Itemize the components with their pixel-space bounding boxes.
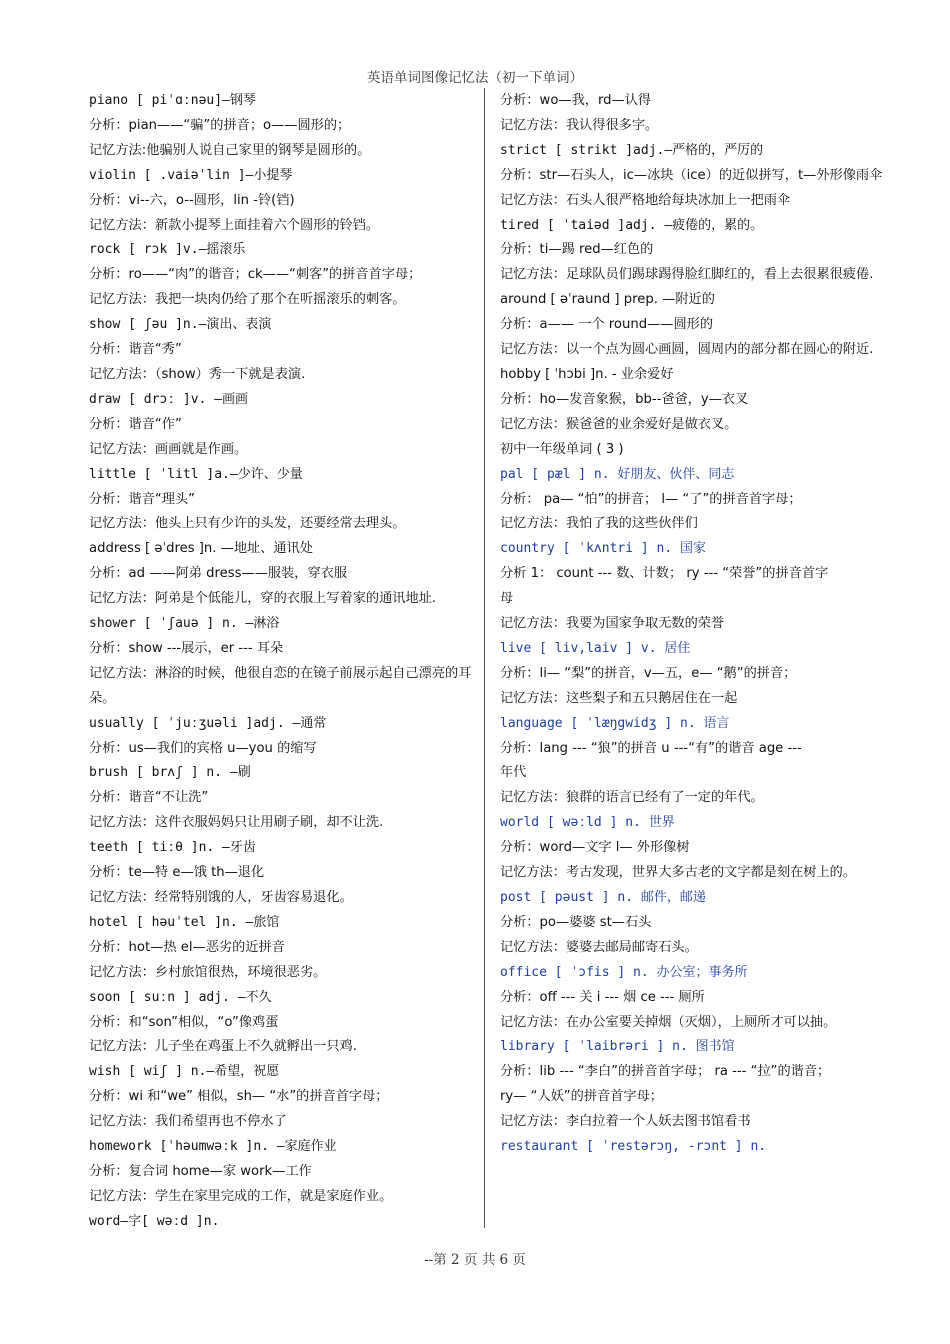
vocab-entry-line: 分析：lib --- “李白”的拼音首字母； ra --- “拉”的谐音； [500,1064,831,1080]
vocab-entry-line: 记忆方法：猴爸爸的业余爱好是做衣叉。 [500,416,738,432]
vocab-entry-line: 记忆方法：足球队员们踢球踢得脸红脚红的，看上去很累很疲倦. [500,267,874,283]
vocab-entry-line: 分析：和“son”相似，“o”像鸡蛋 [89,1014,279,1030]
vocab-entry-line: hobby [ ˈhɔbi ]n. - 业余爱好 [500,366,674,382]
vocab-entry-line: 分析：vi--六，o--圆形，lin -铃(铛) [89,192,295,208]
page-footer: --第 2 页 共 6 页 [424,1252,526,1268]
vocab-entry-line: 记忆方法：淋浴的时候，他很自恋的在镜子前展示起自己漂亮的耳朵。 [89,665,472,706]
vocab-entry-line: 分析：wo—我，rd—认得 [500,93,652,108]
vocab-entry-line: 分析：ti—踢 red—红色的 [500,242,654,258]
vocab-entry-line: 记忆方法:他骗别人说自己家里的钢琴是圆形的。 [89,142,371,158]
vocab-entry-headword: wish [ wiʃ ] n.—希望，祝愿 [89,1064,280,1080]
vocab-entry-line: around [ əˈraund ] prep. —附近的 [500,292,715,308]
vocab-entry-line: 记忆方法：石头人很严格地给每块冰加上一把雨伞 [500,192,791,208]
vocab-entry-line: 记忆方法：（show）秀一下就是表演. [89,366,306,382]
vocab-entry-line: 记忆方法：阿弟是个低能儿，穿的衣服上写着家的通讯地址. [89,591,437,607]
vocab-entry-line: 记忆方法：以一个点为圆心画圆，圆周内的部分都在圆心的附近. [500,342,874,358]
vocab-entry-headword: teeth [ tiːθ ]n. —牙齿 [89,840,256,856]
vocab-entry-headword: country [ ˈkʌntri ] n. 国家 [500,541,707,557]
vocab-entry-headword: brush [ brʌʃ ] n. —刷 [89,765,251,781]
vocab-entry-headword: hotel [ həuˈtel ]n. —旅馆 [89,914,280,930]
vocab-entry-headword: draw [ drɔː ]v. —画画 [89,391,249,407]
vocab-entry-line: 记忆方法：儿子坐在鸡蛋上不久就孵出一只鸡. [89,1039,357,1055]
right-column [500,89,890,1160]
vocab-entry-line: 分析：wi 和“we” 相似，sh— “水”的拼音首字母； [89,1089,389,1105]
vocab-entry-headword: tired [ ˈtaiəd ]adj. —疲倦的，累的。 [500,217,764,233]
page-header: 英语单词图像记忆法（初一下单词） [367,70,583,86]
vocab-entry-line: 记忆方法：新款小提琴上面挂着六个圆形的铃铛。 [89,217,380,233]
vocab-entry-line: 记忆方法：学生在家里完成的工作，就是家庭作业。 [89,1188,393,1204]
vocab-entry-headword: homework [ˈhəumwəːk ]n. —家庭作业 [89,1139,337,1155]
vocab-entry-line: 记忆方法：在办公室要关掉烟（灭烟），上厕所才可以抽。 [500,1014,837,1030]
vocab-entry-line: 分析： pa— “怕”的拼音； l— “了”的拼音首字母； [500,491,802,507]
vocab-entry-line: 分析：word—文字 l— 外形像树 [500,840,690,856]
vocab-entry-line: 分析：te—特 e—饿 th—退化 [89,865,265,881]
vocab-entry-line: 分析：a—— 一个 round——圆形的 [500,317,714,333]
vocab-entry-headword: office [ ˈɔfis ] n. 办公室；事务所 [500,964,748,980]
left-column [89,89,477,1235]
vocab-entry-line: 分析：谐音“不让洗” [89,790,209,806]
vocab-entry-headword: strict [ strikt ]adj.—严格的，严厉的 [500,142,764,158]
vocab-entry-line: 年代 [500,765,527,781]
vocab-entry-headword: world [ wəːld ] n. 世界 [500,815,675,831]
vocab-entry-line: 分析：复合词 home—家 work—工作 [89,1163,312,1179]
vocab-entry-headword: live [ liv,laiv ] v. 居住 [500,640,691,656]
vocab-entry-line: 分析：hot—热 el—恶劣的近拼音 [89,939,285,955]
vocab-entry-headword: usually [ ˈjuːʒuəli ]adj. —通常 [89,715,327,731]
vocab-entry-line: 分析：str—石头人，ic—冰块（ice）的近似拼写，t—外形像雨伞 [500,167,883,183]
vocab-entry-line: 记忆方法：我们希望再也不停水了 [89,1114,287,1130]
vocab-entry-line: 记忆方法：我把一块肉仍给了那个在听摇滚乐的刺客。 [89,292,406,308]
vocab-entry-line: 分析：ro——“肉”的谐音；ck——“刺客”的拼音首字母； [89,267,422,283]
column-divider [484,88,485,1228]
vocab-entry-line: 记忆方法：我怕了我的这些伙伴们 [500,516,698,532]
vocab-entry-line: 分析：pian——“骗”的拼音；o——圆形的； [89,117,351,133]
vocab-entry-line: 记忆方法：经常特别饿的人，牙齿容易退化。 [89,890,353,905]
vocab-entry-line: 分析：谐音“秀” [89,342,182,358]
vocab-entry-headword: shower [ ˈʃauə ] n. —淋浴 [89,616,280,632]
vocab-entry-line: 分析：lang --- “狼”的拼音 u ---“有”的谐音 age --- [500,740,802,756]
vocab-entry-line: 分析：ho—发音象猴，bb--爸爸，y—衣叉 [500,391,749,407]
vocab-entry-line: 分析：li— “梨”的拼音，v—五，e— “鹅”的拼音； [500,665,797,681]
vocab-entry-headword: language [ ˈlæŋgwidʒ ] n. 语言 [500,715,730,731]
vocab-entry-headword: little [ ˈlitl ]a.—少许、少量 [89,466,303,482]
vocab-entry-line: 分析：谐音“理头” [89,491,195,507]
vocab-entry-headword: violin [ .vaiəˈlin ]—小提琴 [89,167,293,183]
vocab-entry-line: 记忆方法：婆婆去邮局邮寄石头。 [500,939,698,955]
vocab-entry-line: address [ əˈdres ]n. —地址、通讯处 [89,541,313,557]
vocab-entry-line: 记忆方法：他头上只有少许的头发，还要经常去理头。 [89,516,406,532]
vocab-entry-line: 记忆方法：画画就是作画。 [89,441,248,457]
vocab-entry-line: 分析：po—婆婆 st—石头 [500,914,652,930]
vocab-entry-headword: pal [ pæl ] n. 好朋友、伙伴、同志 [500,466,735,482]
vocab-entry-line: 记忆方法：这些梨子和五只鹅居住在一起 [500,690,738,706]
vocab-entry-headword: piano [ piˈɑːnəu]—钢琴 [89,93,256,108]
vocab-entry-line: ry— “人妖”的拼音首字母； [500,1089,663,1105]
vocab-entry-line: 记忆方法：考古发现，世界大多古老的文字都是刻在树上的。 [500,865,857,881]
vocab-entry-line: 记忆方法：狼群的语言已经有了一定的年代。 [500,790,764,806]
vocab-entry-line: 母 [500,591,514,607]
vocab-entry-headword: soon [ suːn ] adj. —不久 [89,989,272,1005]
vocab-entry-headword: library [ ˈlaibrəri ] n. 图书馆 [500,1039,735,1055]
vocab-entry-headword: rock [ rɔk ]v.—摇滚乐 [89,242,246,258]
vocab-entry-line: 分析：ad ——阿弟 dress——服装，穿衣服 [89,566,348,582]
vocab-entry-line: 记忆方法：我认得很多字。 [500,117,659,133]
vocab-entry-line: 记忆方法：乡村旅馆很热，环境很恶劣。 [89,964,327,980]
vocab-entry-line: 分析：us—我们的宾格 u—you 的缩写 [89,740,317,756]
vocab-entry-headword: word—字[ wəːd ]n. [89,1213,220,1229]
vocab-entry-line: 分析：off --- 关 i --- 烟 ce --- 厕所 [500,989,705,1005]
vocab-entry-line: 分析 1： count --- 数、计数； ry --- “荣誉”的拼音首字 [500,566,829,582]
vocab-entry-line: 记忆方法：李白拉着一个人妖去图书馆看书 [500,1114,751,1130]
vocab-entry-line: 分析：show ---展示，er --- 耳朵 [89,640,284,656]
vocab-entry-headword: show [ ʃəu ]n.—演出、表演 [89,317,272,333]
vocab-entry-line: 记忆方法：这件衣服妈妈只让用刷子刷，却不让洗. [89,815,384,831]
vocab-entry-line: 记忆方法：我要为国家争取无数的荣誉 [500,616,725,632]
vocab-entry-headword: restaurant [ ˈrestərɔŋ, -rɔnt ] n. [500,1139,767,1155]
vocab-entry-headword: post [ pəust ] n. 邮件，邮递 [500,890,706,905]
vocab-entry-line: 初中一年级单词 ( 3 ) [500,441,624,457]
vocab-entry-line: 分析：谐音“作” [89,416,182,432]
